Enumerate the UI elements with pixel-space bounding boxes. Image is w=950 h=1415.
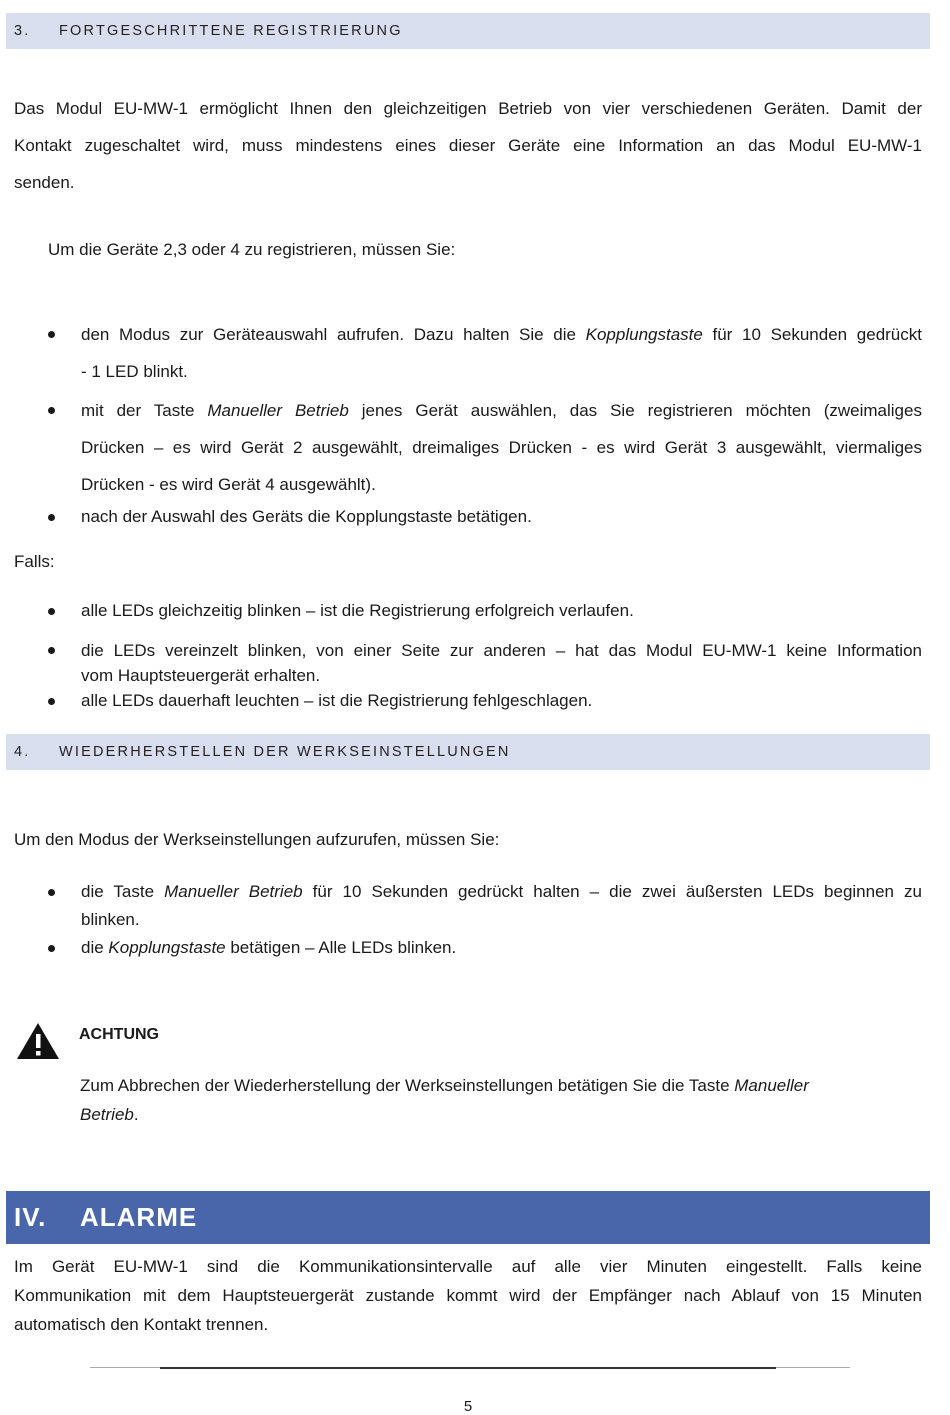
alarm-line: Im Gerät EU-MW-1 sind die Kommunikationsintervalle auf alle vier Minuten eingestellt. Falls keine (14, 1257, 922, 1276)
warning-text: Zum Abbrechen der Wiederherstellung der Werkseinstellungen betätigen Sie die Taste Manueller Betrieb. (80, 1076, 809, 1124)
section-number: 4. (14, 744, 31, 760)
intro-paragraph (14, 90, 922, 201)
section-4-header (6, 734, 930, 770)
falls-label: Falls: (14, 552, 55, 571)
section-number: 3. (14, 23, 31, 39)
list-item-line: vom Hauptsteuergerät erhalten. (81, 666, 321, 685)
bullet-icon (48, 407, 55, 414)
intro-line: Kontakt zugeschaltet wird, muss mindestens eines dieser Geräte eine Information an das Modul EU-MW-1 (14, 136, 922, 155)
list-item-line: den Modus zur Geräteauswahl aufrufen. Dazu halten Sie die Kopplungstaste für 10 Sekunden gedrückt (81, 325, 922, 344)
intro-line: senden. (14, 173, 75, 192)
list-item-line: nach der Auswahl des Geräts die Kopplungstaste betätigen. (81, 507, 532, 526)
list-item-line: die Taste Manueller Betrieb für 10 Sekunden gedrückt halten – die zwei äußersten LEDs beginnen zu (81, 882, 922, 901)
list-item-line: die Kopplungstaste betätigen – Alle LEDs blinken. (81, 938, 457, 957)
list-item-line: die LEDs vereinzelt blinken, von einer Seite zur anderen – hat das Modul EU-MW-1 keine Information (81, 641, 922, 660)
alarm-paragraph (14, 1252, 922, 1339)
section-title: FORTGESCHRITTENE REGISTRIERUNG (59, 23, 403, 39)
alarm-line: automatisch den Kontakt trennen. (14, 1315, 269, 1334)
bullet-icon (48, 945, 55, 952)
section-3-header (6, 13, 930, 49)
bullet-icon (48, 514, 55, 521)
list-item-line: blinken. (81, 910, 140, 929)
chapter-header (6, 1191, 930, 1244)
intro-line: Das Modul EU-MW-1 ermöglicht Ihnen den gleichzeitigen Betrieb von vier verschiedenen Geräten. Damit der (14, 99, 922, 118)
chapter-title: ALARME (80, 1202, 198, 1232)
bullet-icon (48, 331, 55, 338)
footer-divider-accent (160, 1367, 776, 1369)
alarm-line: Kommunikation mit dem Hauptsteuergerät zustande kommt wird der Empfänger nach Ablauf von 15 Minuten (14, 1286, 922, 1305)
bullet-icon (48, 608, 55, 615)
chapter-number: IV. (14, 1202, 47, 1232)
list-item-line: Drücken – es wird Gerät 2 ausgewählt, dreimaliges Drücken - es wird Gerät 3 ausgewählt, viermaliges (81, 438, 922, 457)
warning-triangle-icon (15, 1021, 61, 1061)
warning-title: ACHTUNG (79, 1026, 159, 1043)
register-instruction: Um die Geräte 2,3 oder 4 zu registrieren, müssen Sie: (48, 240, 456, 259)
section-title: WIEDERHERSTELLEN DER WERKSEINSTELLUNGEN (59, 744, 511, 760)
list-item-line: - 1 LED blinkt. (81, 362, 188, 381)
bullet-icon (48, 647, 55, 654)
list-item-line: alle LEDs gleichzeitig blinken – ist die Registrierung erfolgreich verlaufen. (81, 601, 634, 620)
factory-instruction: Um den Modus der Werkseinstellungen aufzurufen, müssen Sie: (14, 830, 500, 849)
list-item-line: mit der Taste Manueller Betrieb jenes Gerät auswählen, das Sie registrieren möchten (zweimaliges (81, 401, 922, 420)
bullet-icon (48, 889, 55, 896)
bullet-icon (48, 698, 55, 705)
page-number: 5 (463, 1398, 473, 1415)
list-item-line: alle LEDs dauerhaft leuchten – ist die Registrierung fehlgeschlagen. (81, 691, 593, 710)
list-item-line: Drücken - es wird Gerät 4 ausgewählt). (81, 475, 376, 494)
